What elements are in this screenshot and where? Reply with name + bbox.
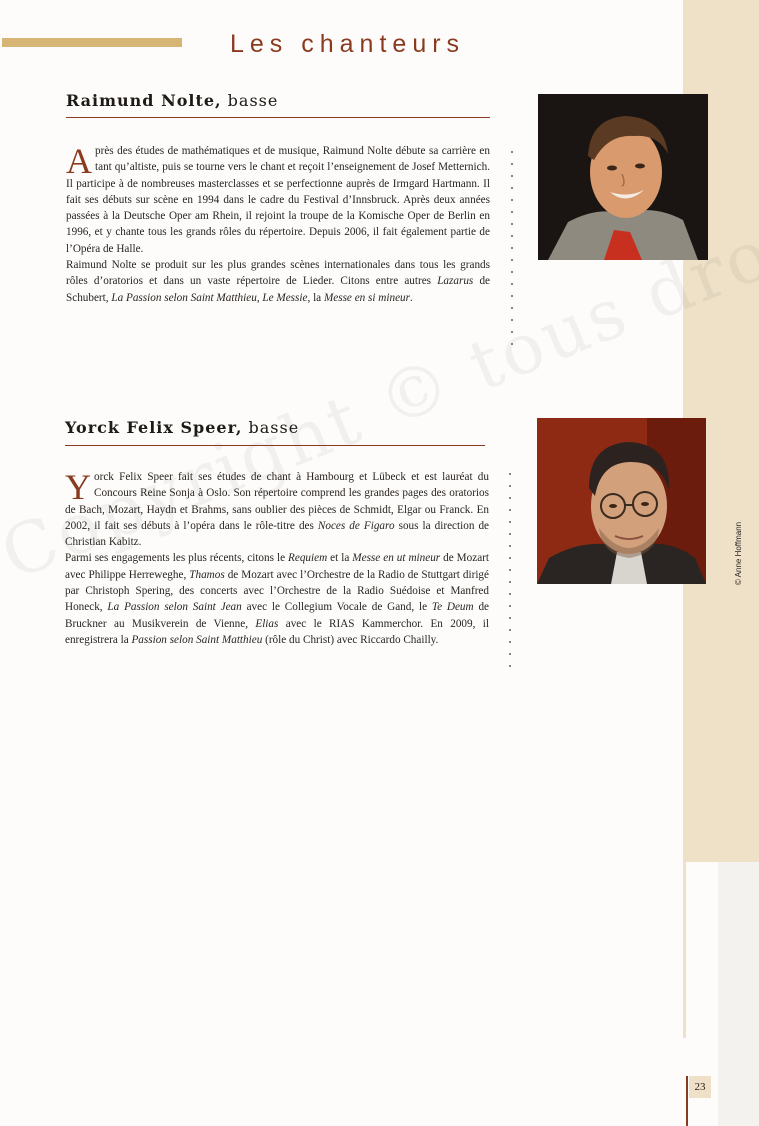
singer-1-paragraph-2 [66, 257, 490, 306]
text-span: (rôle du Christ) avec Riccardo Chailly. [262, 633, 439, 646]
work-title: Passion selon Saint Matthieu [131, 633, 263, 646]
work-title: Noces de Figaro [317, 519, 395, 532]
work-title: Messe en si mineur [323, 291, 411, 304]
work-title: Le Messie [262, 291, 308, 304]
work-title: Requiem [288, 552, 328, 565]
text-span: de Bruckner au Musikverein de Vienne, [65, 601, 490, 630]
work-title: Messe en ut mineur [352, 552, 441, 565]
right-band-line [683, 862, 686, 1038]
text-span: sous la direction de Christian Kabitz. [65, 519, 490, 549]
singer-1-rule [66, 117, 490, 118]
singer-2-voice: basse [242, 418, 300, 437]
page-number: 23 [689, 1076, 711, 1098]
singer-1-dropcap: A [66, 141, 92, 181]
page-title: Les chanteurs [230, 30, 466, 58]
text-span: avec le Collegium Vocale de Gand, le [241, 601, 432, 614]
singer-2-paragraph-1 [65, 469, 489, 550]
text-span: de Mozart avec l’Orchestre de la Radio de Stuttgart dirigé par Christoph Spering, des concerts avec l’Orchestre de la Radio Suédoise et Manfred Honeck, [65, 568, 489, 614]
singer-2-paragraph-2 [65, 550, 489, 648]
work-title: La Passion selon Saint Jean [107, 601, 242, 614]
text-span: . [410, 291, 413, 304]
text-span: , [256, 291, 263, 304]
singer-2-title [65, 418, 299, 437]
singer-2-name: Yorck Felix Speer, [65, 418, 243, 437]
work-title: Te Deum [431, 601, 474, 614]
singer-1-paragraph-1 [66, 143, 490, 257]
page-number-rule [686, 1076, 688, 1126]
text-span: , la [307, 291, 324, 304]
text-span: avec le RIAS Kammerchor. En 2009, il enregistrera la [65, 617, 489, 646]
singer-1-dotted-rule [511, 146, 513, 346]
singer-1-paragraph-1-text: près des études de mathématiques et de musique, Raimund Nolte débute sa carrière en tant qu’altiste, puis se tourne vers le chant et reçoit l’enseignement de Josef Metternich. Il participe à de nombreuses masterclasses et se perfectionne auprès de Irmgard Hartmann. Il fait ses débuts sur scène en 1994 dans le cadre du Festival d’Innsbruck. Après deux années passées à la Deutsche Oper am Rhein, il rejoint la troupe de la Komische Oper de Berlin en 1996, et y chante tous les grands rôles du répertoire. Depuis 2006, il fait également partie de l’Opéra de Halle. [66, 145, 490, 255]
singer-1-name: Raimund Nolte, [66, 91, 222, 110]
photo-credit: © Anne Hoffmann [734, 521, 743, 585]
heading-accent-bar [2, 38, 182, 47]
singer-2-dotted-rule [509, 468, 511, 668]
singer-1-title [66, 91, 278, 110]
singer-1-voice: basse [221, 91, 279, 110]
work-title: Elias [255, 617, 279, 630]
work-title: La Passion selon Saint Matthieu [111, 291, 257, 304]
singer-1-photo [538, 94, 708, 260]
bottom-margin-shade [718, 862, 759, 1126]
text-span: de Mozart avec Philippe Herreweghe, [65, 552, 489, 581]
text-span: orck Felix Speer fait ses études de chant à Hambourg et Lübeck et est lauréat du Concours Reine Sonja à Oslo. Son répertoire comprend les grandes pages des oratorios de Bach, Mozart, Haydn et Brahms, sans oublier des pièces de Schmidt, Elgar ou Franck. En 2002, il fait ses débuts à l’opéra dans le rôle-titre des [65, 471, 489, 532]
text-span: Raimund Nolte se produit sur les plus grandes scènes internationales dans tous les grands rôles d’oratorios et dans un vaste répertoire de Lieder. Citons entre autres [66, 259, 490, 288]
singer-2-dropcap: Y [65, 467, 91, 507]
work-title: Lazarus [437, 275, 474, 288]
text-span: et la [327, 552, 353, 565]
text-span: de Schubert, [66, 275, 490, 304]
singer-2-bio [65, 469, 489, 648]
work-title: Thamos [189, 568, 225, 581]
singer-2-rule [65, 445, 485, 446]
text-span: Parmi ses engagements les plus récents, citons le [65, 552, 289, 565]
singer-1-bio [66, 143, 490, 306]
singer-2-photo [537, 418, 706, 584]
